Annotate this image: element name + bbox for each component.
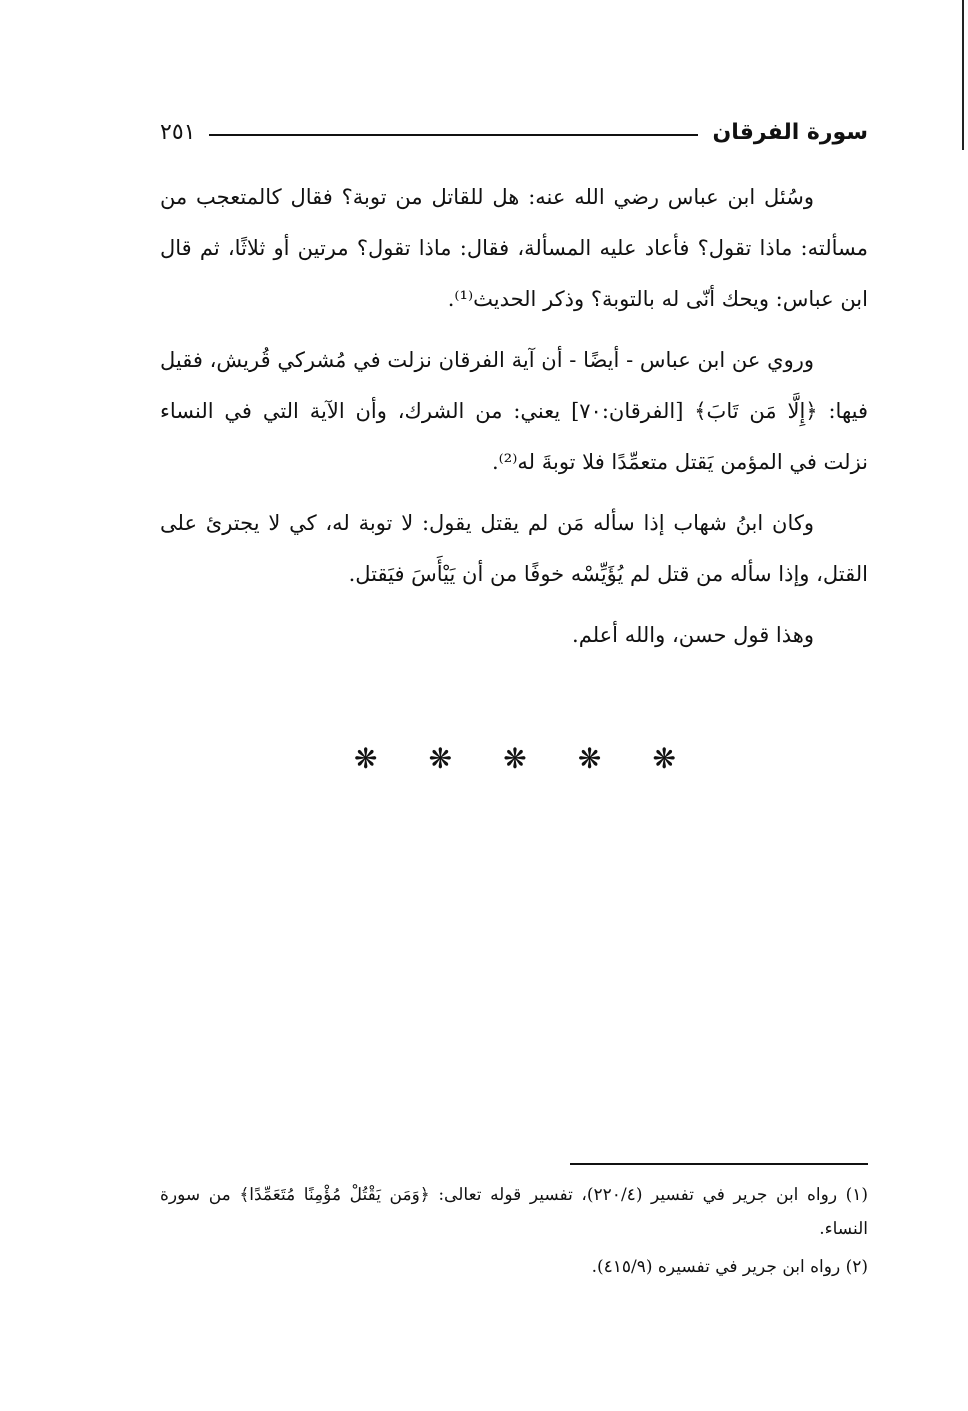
footnotes	[160, 1178, 868, 1288]
paragraph: وسُئل ابن عباس رضي الله عنه: هل للقاتل من توبة؟ فقال كالمتعجب من مسألته: ماذا تقول؟ فأعاد عليه المسألة، فقال: ماذا تقول؟ مرتين أو ثلاثًا، ثم قال ابن عباس: ويحك أنّى له بالتوبة؟ وذكر الحديث⁽¹⁾.	[160, 185, 868, 311]
star-ornament-icon: ❋	[354, 742, 378, 775]
header-rule	[209, 134, 698, 136]
section-separator	[354, 742, 676, 775]
footnote-rule	[570, 1163, 868, 1165]
paragraph: وروي عن ابن عباس - أيضًا - أن آية الفرقان نزلت في مُشركي قُريش، فقيل فيها: ﴿إِلَّا مَن تَابَ﴾ [الفرقان:٧٠] يعني: من الشرك، وأن الآية التي في النساء نزلت في المؤمن يَقتل متعمِّدًا فلا توبةَ له⁽²⁾.	[160, 348, 868, 474]
star-ornament-icon: ❋	[428, 742, 453, 775]
page-edge-line	[962, 0, 964, 150]
star-ornament-icon: ❋	[503, 742, 527, 775]
main-text	[160, 172, 868, 671]
running-header	[160, 112, 868, 152]
page-number: ٢٥١	[160, 119, 196, 145]
star-ornament-icon: ❋	[577, 742, 602, 775]
footnote: (١) رواه ابن جرير في تفسير (٢٢٠/٤)، تفسير قوله تعالى: ﴿وَمَن يَقْتُلْ مُؤْمِنًا مُتَعَمِّدًا﴾ من سورة النساء.	[160, 1185, 869, 1239]
star-ornament-icon: ❋	[652, 742, 676, 775]
paragraph: وكان ابنُ شهاب إذا سأله مَن لم يقتل يقول: لا توبة له، كي لا يجترئ على القتل، وإذا سأله من قتل لم يُؤَيِّسْه خوفًا من أن يَيْأَسَ فيَقتل.	[160, 511, 868, 586]
footnote: (٢) رواه ابن جرير في تفسيره (٤١٥/٩).	[591, 1257, 868, 1277]
paragraph: وهذا قول حسن، والله أعلم.	[572, 623, 814, 647]
surah-title: سورة الفرقان	[712, 119, 868, 145]
